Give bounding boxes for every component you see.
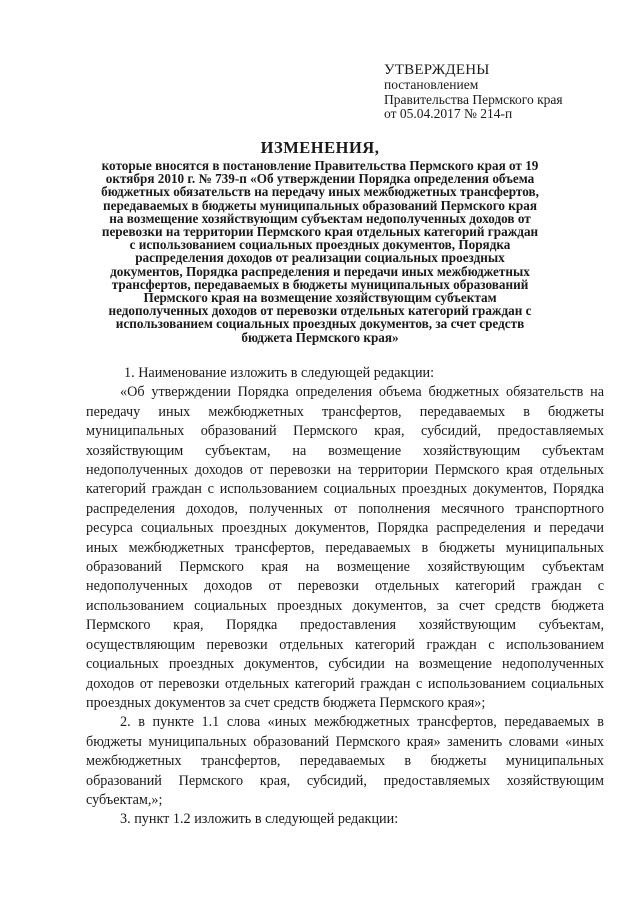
approval-date-line: от 05.04.2017 № 214-п	[384, 106, 513, 121]
document-title: ИЗМЕНЕНИЯ,	[260, 138, 380, 157]
document-subtitle: которые вносятся в постановление Правительства Пермского края от 19 октября 2010 г. № 739-п «Об утверждении Порядка определения объема бюджетных обязательств на передачу иных межбюджетных трансфертов, передаваемых в бюджеты муниципальных образований Пермского края на возмещение хозяйствующим субъектам недополученных доходов от перевозки на территории Пермского края отдельных категорий граждан с использованием социальных проездных документов, Порядка распределения доходов от реализации социальных проездных документов, Порядка распределения и передачи иных межбюджетных трансфертов, передаваемых в бюджеты муниципальных образований Пермского края на возмещение хозяйствующим субъектам недополученных доходов от перевозки отдельных категорий граждан с использованием социальных проездных документов, за счет средств бюджета Пермского края»	[101, 158, 539, 345]
approval-line: Правительства Пермского края	[384, 91, 563, 107]
paragraph-item-3: 3. пункт 1.2 изложить в следующей редакции:	[120, 811, 399, 828]
document-body	[86, 364, 604, 830]
approval-heading: УТВЕРЖДЕНЫ	[384, 62, 490, 78]
paragraph-item-1: 1. Наименование изложить в следующей редакции:	[124, 365, 435, 381]
paragraph-item-2: 2. в пункте 1.1 слова «иных межбюджетных трансфертов, передаваемых в бюджеты муниципальных образований Пермского края» заменить словами «иных межбюджетных трансфертов, передаваемых в бюджеты муниципальных образований Пермского края, субсидий, предоставляемых хозяйствующим субъектам,»;	[86, 714, 604, 808]
approval-stamp	[384, 62, 624, 122]
paragraph-quote: «Об утверждении Порядка определения объема бюджетных обязательств на передачу иных межбюджетных трансфертов, передаваемых в бюджеты муниципальных образований Пермского края, субсидий, предоставляемых хозяйствующим субъектам, на возмещение хозяйствующим субъектам недополученных доходов от перевозки на территории Пермского края отдельных категорий граждан с использованием социальных проездных документов, Порядка распределения доходов, полученных от пополнения месячного транспортного ресурса социальных проездных документов, Порядка распределения и передачи иных межбюджетных трансфертов, передаваемых в бюджеты муниципальных образований Пермского края на возмещение хозяйствующим субъектам недополученных доходов от перевозки отдельных категорий граждан с использованием социальных проездных документов, за счет средств бюджета Пермского края, Порядка предоставления хозяйствующим субъектам, осуществляющим перевозки отдельных категорий граждан с использованием социальных проездных документов, субсидии на возмещение недополученных доходов от перевозки отдельных категорий граждан с использованием социальных проездных документов за счет средств бюджета Пермского края»;	[86, 384, 604, 711]
approval-line: постановлением	[384, 77, 479, 92]
